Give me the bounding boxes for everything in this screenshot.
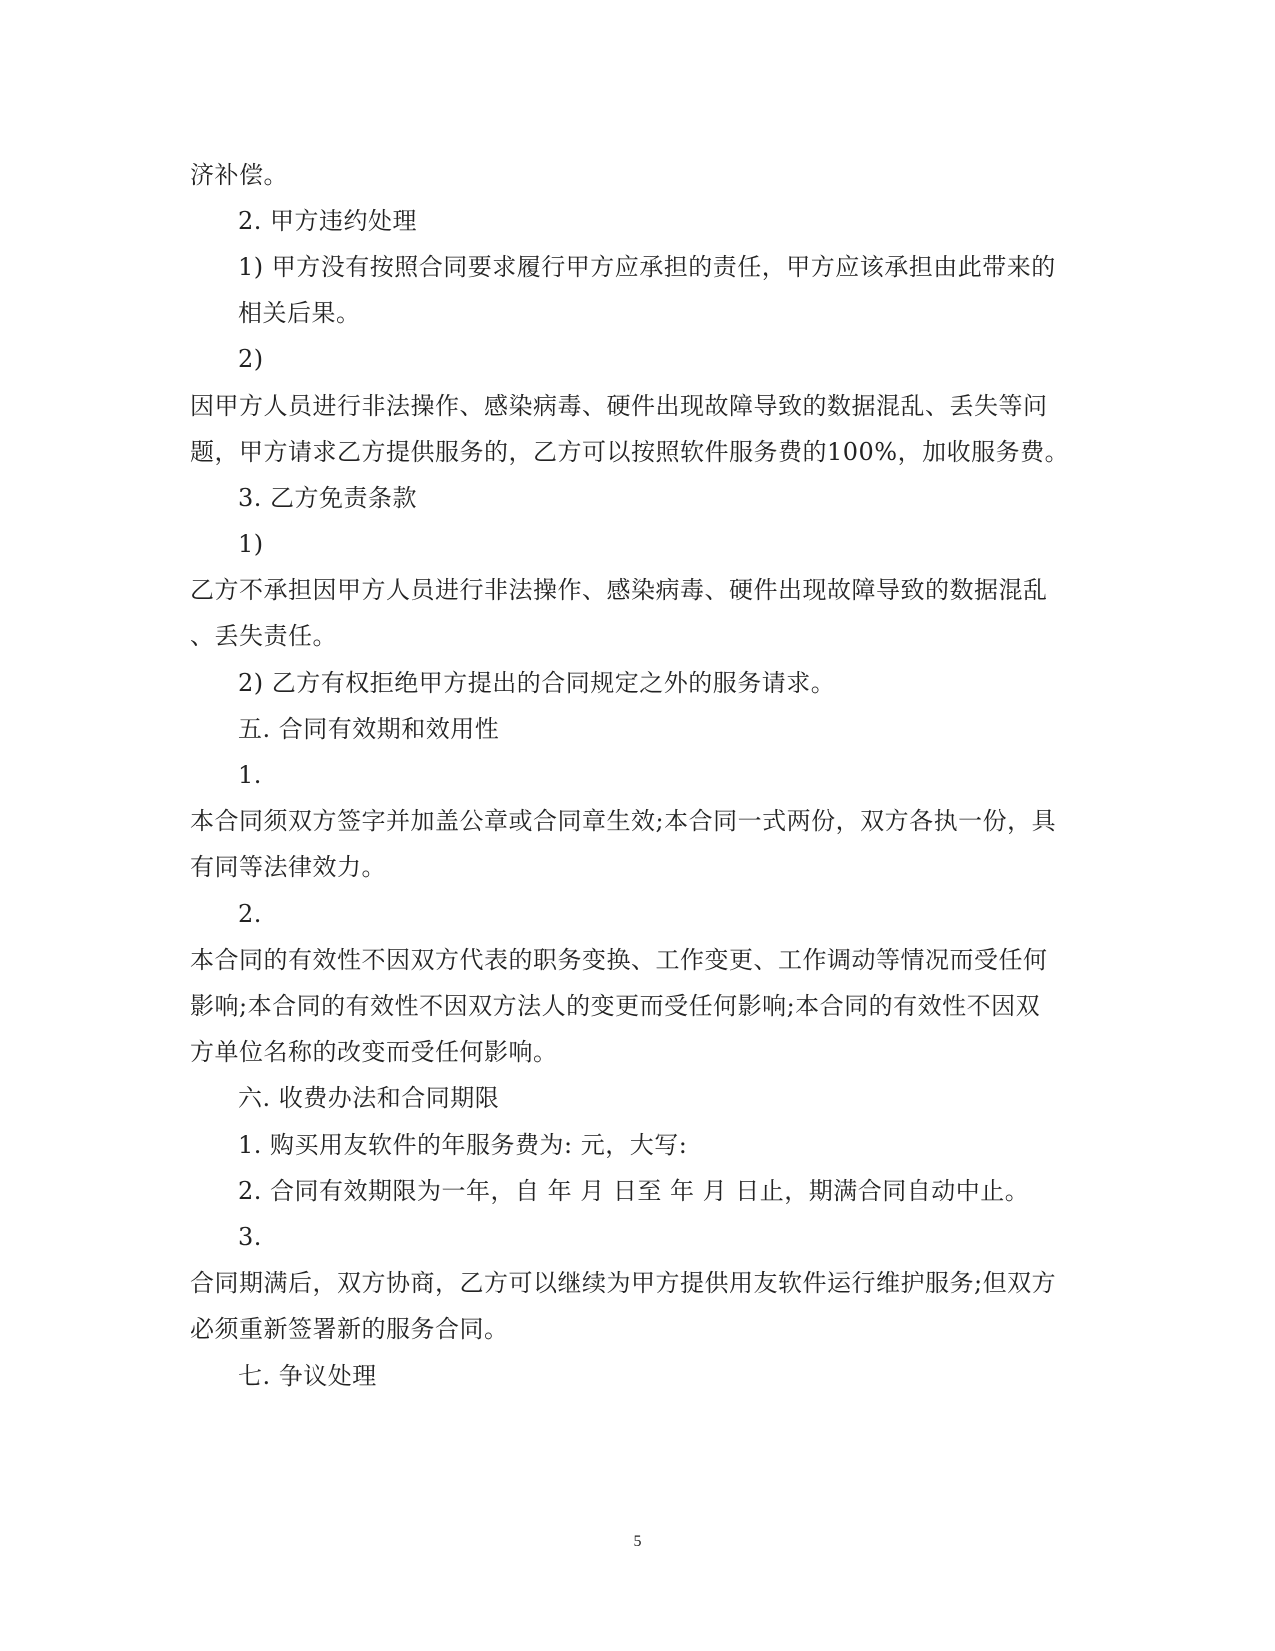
text-line: 题，甲方请求乙方提供服务的，乙方可以按照软件服务费的100%，加收服务费。 <box>190 438 1070 466</box>
text-line: 、丢失责任。 <box>190 622 337 650</box>
text-line: 因甲方人员进行非法操作、感染病毒、硬件出现故障导致的数据混乱、丢失等问 <box>190 392 1048 420</box>
text-line: 本合同须双方签字并加盖公章或合同章生效;本合同一式两份，双方各执一份，具 <box>190 807 1057 835</box>
text-line: 有同等法律效力。 <box>190 853 386 881</box>
list-marker: 1. <box>238 761 262 789</box>
text-line: 方单位名称的改变而受任何影响。 <box>190 1038 558 1066</box>
section-heading: 六. 收费办法和合同期限 <box>238 1084 500 1112</box>
section-heading: 七. 争议处理 <box>238 1362 377 1390</box>
text-line: 1. 购买用友软件的年服务费为: 元，大写: <box>238 1131 688 1159</box>
list-marker: 2. <box>238 900 262 928</box>
list-marker: 2) <box>238 345 264 373</box>
section-heading: 五. 合同有效期和效用性 <box>238 715 500 743</box>
text-line: 本合同的有效性不因双方代表的职务变换、工作变更、工作调动等情况而受任何 <box>190 946 1048 974</box>
text-line: 合同期满后，双方协商，乙方可以继续为甲方提供用友软件运行维护服务;但双方 <box>190 1269 1057 1297</box>
text-line: 1) 甲方没有按照合同要求履行甲方应承担的责任，甲方应该承担由此带来的 <box>238 253 1056 281</box>
list-marker: 3. <box>238 1223 262 1251</box>
text-line: 影响;本合同的有效性不因双方法人的变更而受任何影响;本合同的有效性不因双 <box>190 992 1041 1020</box>
section-heading: 3. 乙方免责条款 <box>238 484 418 512</box>
text-line: 济补偿。 <box>190 161 288 189</box>
text-line: 乙方不承担因甲方人员进行非法操作、感染病毒、硬件出现故障导致的数据混乱 <box>190 576 1048 604</box>
text-line: 2) 乙方有权拒绝甲方提出的合同规定之外的服务请求。 <box>238 669 836 697</box>
section-heading: 2. 甲方违约处理 <box>238 207 418 235</box>
text-line: 必须重新签署新的服务合同。 <box>190 1315 509 1343</box>
page-number: 5 <box>633 1533 642 1550</box>
text-line: 2. 合同有效期限为一年，自 年 月 日至 年 月 日止，期满合同自动中止。 <box>238 1177 1030 1205</box>
text-line: 相关后果。 <box>238 299 361 327</box>
list-marker: 1) <box>238 530 264 558</box>
